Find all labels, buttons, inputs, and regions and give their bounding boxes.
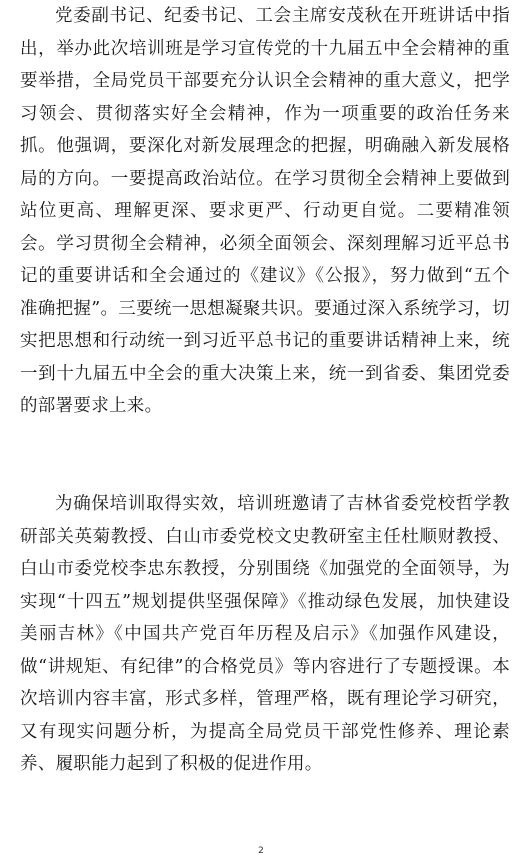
- page-number: 2: [258, 846, 264, 856]
- paragraph-opening-speech: 党委副书记、纪委书记、工会主席安茂秋在开班讲话中指出，举办此次培训班是学习宣传党的十九届五中全会精神的重要举措，全局党员干部要充分认识全会精神的重大意义，把学习领会、贯彻落实好全会精神，作为一项重要的政治任务来抓。他强调，要深化对新发展理念的把握，明确融入新发展格局的方向。一要提高政治站位。在学习贯彻全会精神上要做到站位更高、理解更深、要求更严、行动更自觉。二要精准领会。学习贯彻全会精神，必须全面领会、深刻理解习近平总书记的重要讲话和全会通过的《建议》《公报》，努力做到“五个准确把握”。三要统一思想凝聚共识。要通过深入系统学习，切实把思想和行动统一到习近平总书记的重要讲话精神上来，统一到十九届五中全会的重大决策上来，统一到省委、集团党委的部署要求上来。: [20, 6, 510, 416]
- paragraph-training-lectures: 为确保培训取得实效，培训班邀请了吉林省委党校哲学教研部关英菊教授、白山市委党校文史教研室主任杜顺财教授、白山市委党校李忠东教授，分别围绕《加强党的全面领导，为实现“十四五”规划提供坚强保障》《推动绿色发展，加快建设美丽吉林》《中国共产党百年历程及启示》《加强作风建设，做“讲规矩、有纪律”的合格党员》等内容进行了专题授课。本次培训内容丰富，形式多样，管理严格，既有理论学习研究，又有现实问题分析，为提高全局党员干部党性修养、理论素养、履职能力起到了积极的促进作用。: [20, 494, 510, 774]
